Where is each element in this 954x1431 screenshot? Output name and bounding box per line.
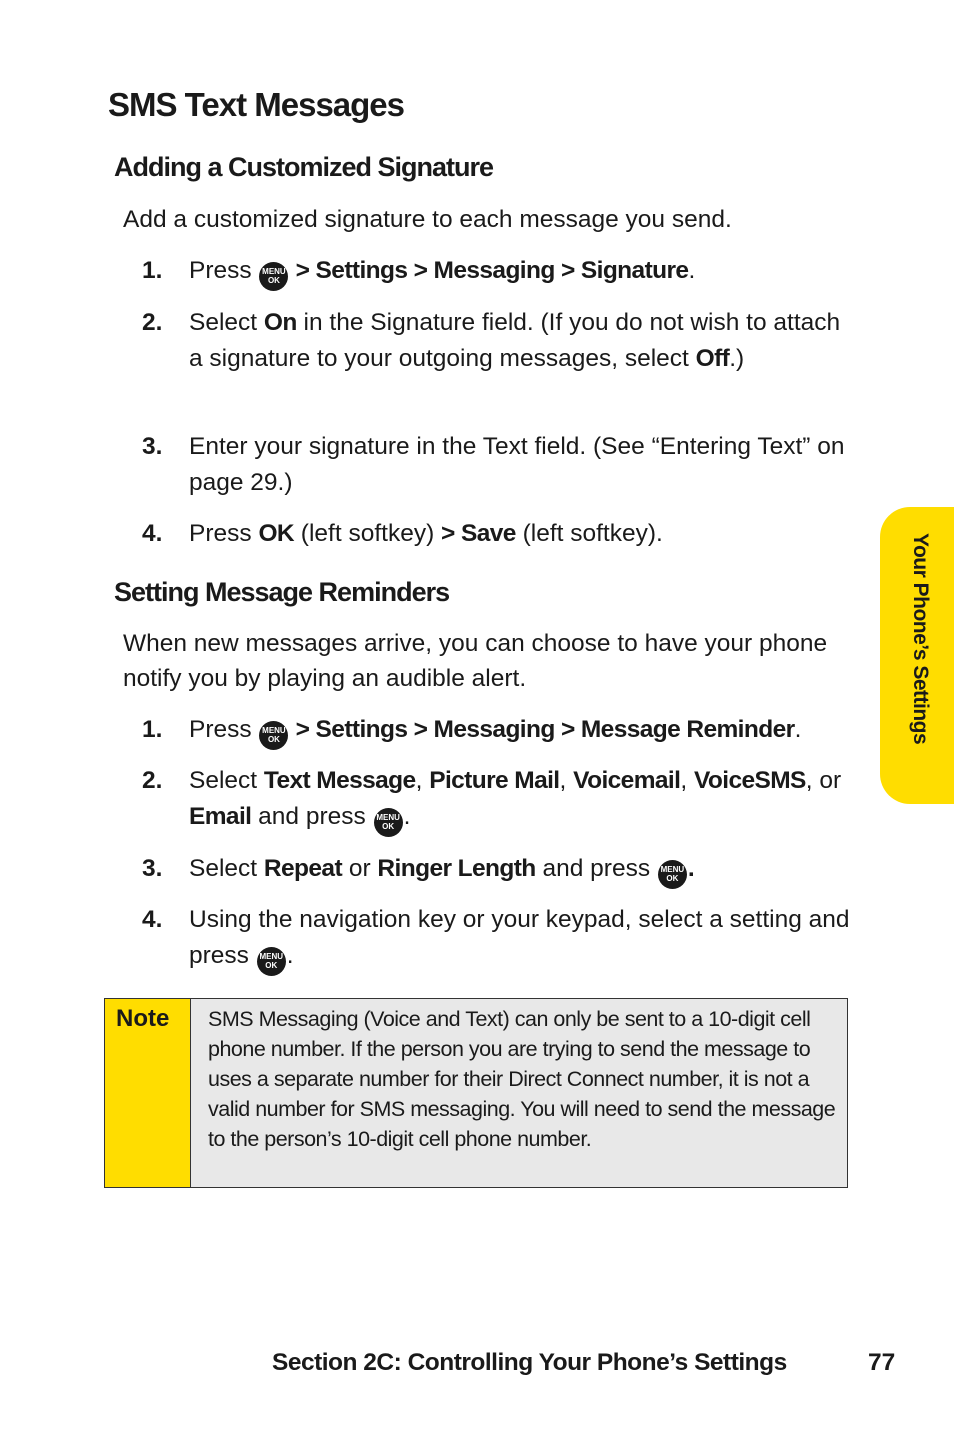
save-softkey-label: > Save	[441, 520, 516, 547]
step-number: 3.	[142, 855, 163, 882]
ok-softkey-label: OK	[258, 520, 294, 547]
menu-ok-key-icon: MENU OK	[257, 947, 286, 976]
step-number: 4.	[142, 520, 163, 547]
option-off: Off	[695, 345, 730, 372]
menu-path: > Settings > Messaging > Message Reminder	[289, 716, 795, 743]
note-label: Note	[105, 999, 191, 1187]
step-number: 1.	[142, 257, 163, 284]
page-title: SMS Text Messages	[108, 86, 405, 123]
menu-ok-key-icon: MENU OK	[259, 262, 288, 291]
option-voicesms: VoiceSMS	[693, 767, 806, 794]
option-picture-mail: Picture Mail	[429, 767, 560, 794]
step-number: 2.	[142, 309, 163, 336]
option-voicemail: Voicemail	[573, 767, 681, 794]
step-number: 2.	[142, 767, 163, 794]
step-number: 4.	[142, 906, 163, 933]
page-number: 77	[868, 1349, 896, 1376]
signature-heading: Adding a Customized Signature	[114, 152, 494, 182]
reminders-heading: Setting Message Reminders	[114, 577, 450, 607]
menu-path: > Settings > Messaging > Signature	[289, 257, 689, 284]
option-on: On	[263, 309, 297, 336]
note-text: SMS Messaging (Voice and Text) can only be sent to a 10-digit cell phone number. If the person you are trying to send the message to uses a separate number for their Direct Connect number, it is not a valid number for SMS messaging. You will need to send the message to the person’s 10-digit cell phone number.	[191, 999, 847, 1187]
option-repeat: Repeat	[263, 855, 343, 882]
option-text-message: Text Message	[263, 767, 416, 794]
section-side-tab	[880, 507, 954, 804]
menu-ok-key-icon: MENU OK	[259, 721, 288, 750]
menu-ok-key-icon: MENU OK	[658, 860, 687, 889]
side-tab-label: Your Phone’s Settings	[909, 533, 932, 745]
option-ringer-length: Ringer Length	[377, 855, 536, 882]
option-email: Email	[189, 803, 252, 830]
menu-ok-key-icon: MENU OK	[374, 808, 403, 837]
step-number: 3.	[142, 433, 163, 460]
step-number: 1.	[142, 716, 163, 743]
signature-intro: Add a customized signature to each message you send.	[123, 206, 732, 233]
reminders-intro: When new messages arrive, you can choose to have your phone notify you by playing an audible alert.	[123, 630, 828, 692]
note-box	[104, 998, 848, 1188]
footer-section-title: Section 2C: Controlling Your Phone’s Settings	[272, 1349, 787, 1376]
